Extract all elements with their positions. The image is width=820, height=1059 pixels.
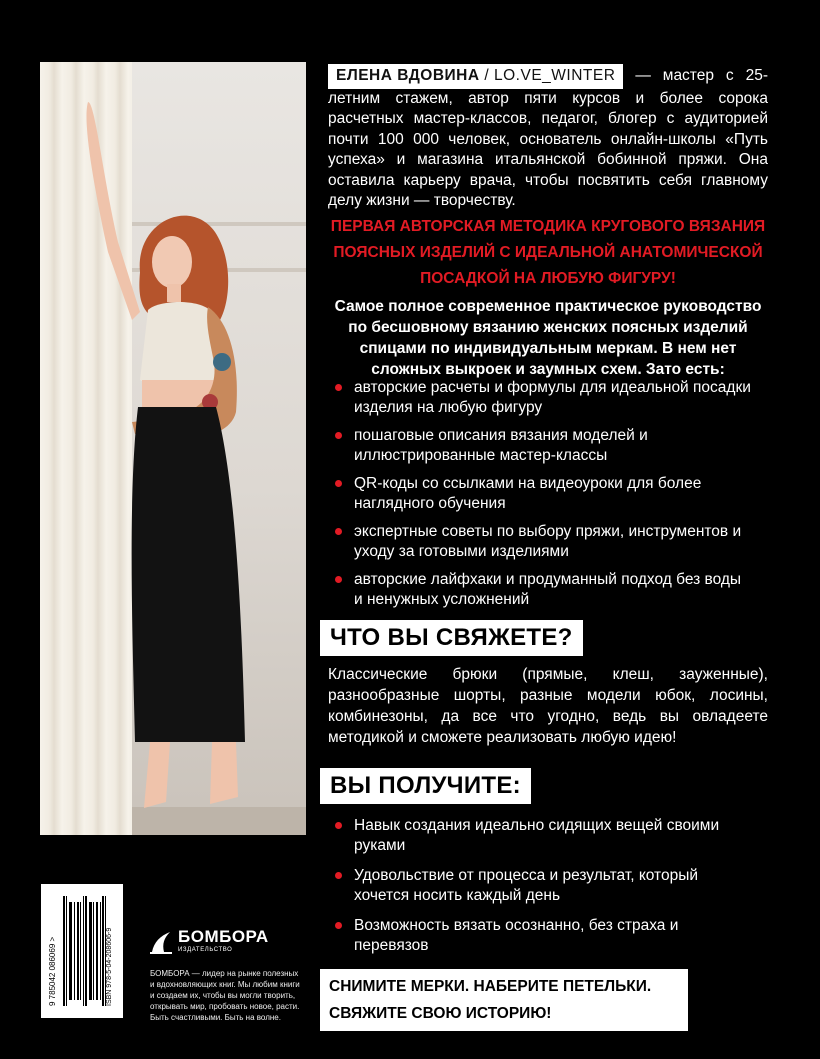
bullet-dot-icon bbox=[335, 480, 342, 487]
benefit-list bbox=[332, 816, 752, 964]
section-title-get: ВЫ ПОЛУЧИТЕ: bbox=[320, 768, 531, 804]
publisher-logo bbox=[150, 928, 269, 954]
bullet-dot-icon bbox=[335, 822, 342, 829]
list-item: авторские лайфхаки и продуманный подход без воды и ненужных усложнений bbox=[332, 570, 752, 610]
author-bio: — мастер с 25-летним стажем, автор пяти курсов и более сорока расчетных мастер-классов, педагог, блогер с аудиторией почти 100 000 человек, основатель онлайн-школы «Путь успеха» и магазина итальянской бобинной пряжи. Она оставила карьеру врача, чтобы посвятить себя главному делу жизни — творчеству. bbox=[328, 67, 768, 209]
bullet-dot-icon bbox=[335, 576, 342, 583]
bombora-wave-icon bbox=[150, 928, 172, 954]
author-nickname: LO.VE_WINTER bbox=[494, 67, 616, 84]
list-item: Возможность вязать осознанно, без страха и перевязов bbox=[332, 916, 752, 956]
section-title-knit: ЧТО ВЫ СВЯЖЕТЕ? bbox=[320, 620, 583, 656]
list-item: QR-коды со ссылками на видеоуроки для более наглядного обучения bbox=[332, 474, 752, 514]
publisher-blurb: БОМБОРА — лидер на рынке полезных и вдохновляющих книг. Мы любим книги и создаем их, чтобы вы могли творить, открывать мир, пробовать новое, расти. Быть счастливыми. Быть на волне. bbox=[150, 969, 300, 1022]
list-item: Удовольствие от процесса и результат, который хочется носить каждый день bbox=[332, 866, 752, 906]
tagline-line-1: СНИМИТЕ МЕРКИ. НАБЕРИТЕ ПЕТЕЛЬКИ. bbox=[329, 978, 652, 995]
isbn-barcode bbox=[41, 884, 123, 1018]
author-name: ЕЛЕНА ВДОВИНА bbox=[336, 67, 480, 84]
barcode-digits: 9 785042 086069 > bbox=[48, 936, 57, 1006]
publisher-name: БОМБОРА bbox=[178, 927, 269, 946]
list-item: экспертные советы по выбору пряжи, инструментов и уходу за готовыми изделиями bbox=[332, 522, 752, 562]
isbn-code: ISBN 978-5-04-208606-9 bbox=[106, 927, 113, 1006]
lead-text: Самое полное современное практическое руководство по бесшовному вязанию женских поясных изделий спицами по индивидуальным меркам. В нем нет сложных выкроек и заумных схем. Зато есть: bbox=[334, 298, 762, 378]
tagline-box bbox=[320, 969, 688, 1031]
barcode-graphic bbox=[49, 892, 115, 1010]
woman-figure-illustration bbox=[40, 62, 306, 835]
author-tag bbox=[328, 64, 623, 89]
bullet-dot-icon bbox=[335, 384, 342, 391]
bullet-dot-icon bbox=[335, 872, 342, 879]
feature-list bbox=[332, 378, 752, 618]
bullet-dot-icon bbox=[335, 528, 342, 535]
headline: ПЕРВАЯ АВТОРСКАЯ МЕТОДИКА КРУГОВОГО ВЯЗАНИЯ ПОЯСНЫХ ИЗДЕЛИЙ С ИДЕАЛЬНОЙ АНАТОМИЧЕСКОЙ ПОСАДКОЙ НА ЛЮБУЮ ФИГУРУ! bbox=[330, 218, 766, 287]
list-item: Навык создания идеально сидящих вещей своими руками bbox=[332, 816, 752, 856]
tagline-line-2: СВЯЖИТЕ СВОЮ ИСТОРИЮ! bbox=[329, 1005, 552, 1022]
publisher-sub: ИЗДАТЕЛЬСТВО bbox=[178, 947, 233, 953]
author-separator: / bbox=[484, 67, 490, 84]
list-item: пошаговые описания вязания моделей и иллюстрированные мастер-классы bbox=[332, 426, 752, 466]
bullet-dot-icon bbox=[335, 922, 342, 929]
list-item: авторские расчеты и формулы для идеальной посадки изделия на любую фигуру bbox=[332, 378, 752, 418]
author-photo bbox=[40, 62, 306, 835]
section-knit-text: Классические брюки (прямые, клеш, зауженные), разнообразные шорты, разные модели юбок, лосины, комбинезоны, да все что угодно, ведь вы овладеете методикой и сможете реализовать любую идею! bbox=[328, 666, 768, 746]
bullet-dot-icon bbox=[335, 432, 342, 439]
author-intro bbox=[328, 64, 768, 212]
